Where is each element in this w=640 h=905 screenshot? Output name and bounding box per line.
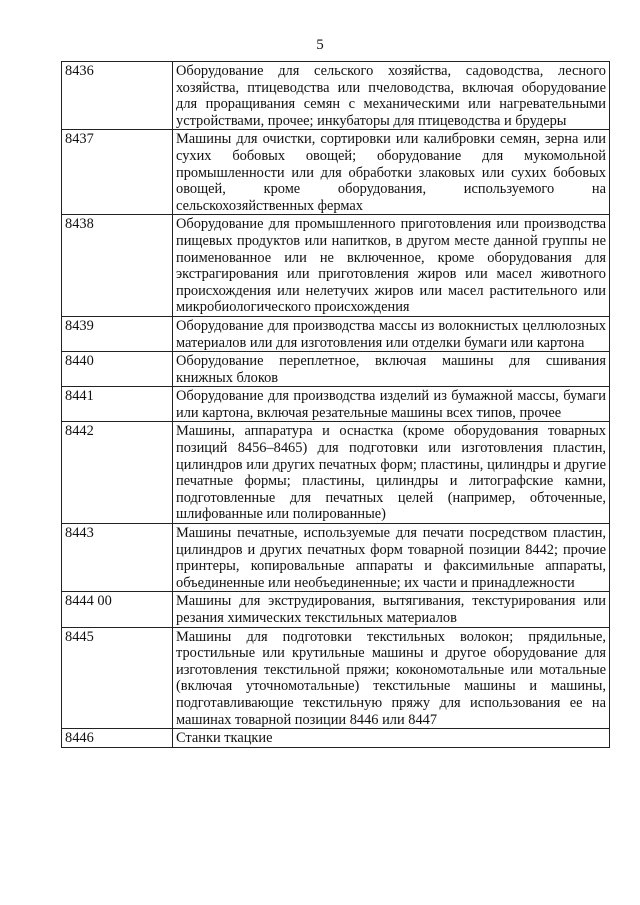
table-row	[62, 524, 610, 592]
description-cell: Машины для подготовки текстильных волокон; прядильные, тростильные или крутильные машины и другое оборудование для изготовления текстильной пряжи; кокономотальные или мотальные (включая уточномотальные) текстильные машины и машины, подготавливающие текстильную пряжу для использования ее на машинах товарной позиции 8446 или 8447	[173, 627, 610, 729]
code-cell: 8440	[62, 352, 173, 387]
description-cell: Оборудование для сельского хозяйства, садоводства, лесного хозяйства, птицеводства или пчеловодства, включая оборудование для проращивания семян с механическими или нагревательными устройствами, прочее; инкубаторы для птицеводства и брудеры	[173, 62, 610, 130]
code-cell: 8438	[62, 215, 173, 317]
table-row	[62, 387, 610, 422]
description-cell: Станки ткацкие	[173, 729, 610, 748]
code-cell: 8442	[62, 422, 173, 524]
description-cell: Машины, аппаратура и оснастка (кроме оборудования товарных позиций 8456–8465) для подготовки или изготовления пластин, цилиндров или других печатных форм; пластины, цилиндры и другие печатные формы; пластины, цилиндры и литографские камни, подготовленные для печатных целей (например, обточенные, шлифованные или полированные)	[173, 422, 610, 524]
description-cell: Машины для экструдирования, вытягивания, текстурирования или резания химических текстильных материалов	[173, 592, 610, 627]
description-cell: Оборудование переплетное, включая машины для сшивания книжных блоков	[173, 352, 610, 387]
description-cell: Оборудование для производства изделий из бумажной массы, бумаги или картона, включая резательные машины всех типов, прочее	[173, 387, 610, 422]
code-cell: 8437	[62, 130, 173, 215]
code-cell: 8443	[62, 524, 173, 592]
code-cell: 8445	[62, 627, 173, 729]
table-row	[62, 422, 610, 524]
table-row	[62, 627, 610, 729]
code-cell: 8444 00	[62, 592, 173, 627]
table-row	[62, 62, 610, 130]
table-row	[62, 130, 610, 215]
code-cell: 8446	[62, 729, 173, 748]
table-row	[62, 729, 610, 748]
table-row	[62, 316, 610, 351]
page-number: 5	[316, 37, 324, 53]
tnved-code-table	[61, 61, 610, 748]
description-cell: Машины печатные, используемые для печати посредством пластин, цилиндров и других печатных форм товарной позиции 8442; прочие принтеры, копировальные аппараты и факсимильные аппараты, объединенные или необъединенные; их части и принадлежности	[173, 524, 610, 592]
table-row	[62, 352, 610, 387]
table-row	[62, 215, 610, 317]
description-cell: Оборудование для производства массы из волокнистых целлюлозных материалов или для изготовления или отделки бумаги или картона	[173, 316, 610, 351]
code-cell: 8439	[62, 316, 173, 351]
table-row	[62, 592, 610, 627]
description-cell: Машины для очистки, сортировки или калибровки семян, зерна или сухих бобовых овощей; оборудование для мукомольной промышленности или для обработки злаковых или сухих бобовых овощей, кроме оборудования, используемого на сельскохозяйственных фермах	[173, 130, 610, 215]
description-cell: Оборудование для промышленного приготовления или производства пищевых продуктов или напитков, в другом месте данной группы не поименованное или не включенное, кроме оборудования для экстрагирования или приготовления жиров или масел животного происхождения или нелетучих жиров или масел растительного или микробиологического происхождения	[173, 215, 610, 317]
code-cell: 8436	[62, 62, 173, 130]
code-cell: 8441	[62, 387, 173, 422]
